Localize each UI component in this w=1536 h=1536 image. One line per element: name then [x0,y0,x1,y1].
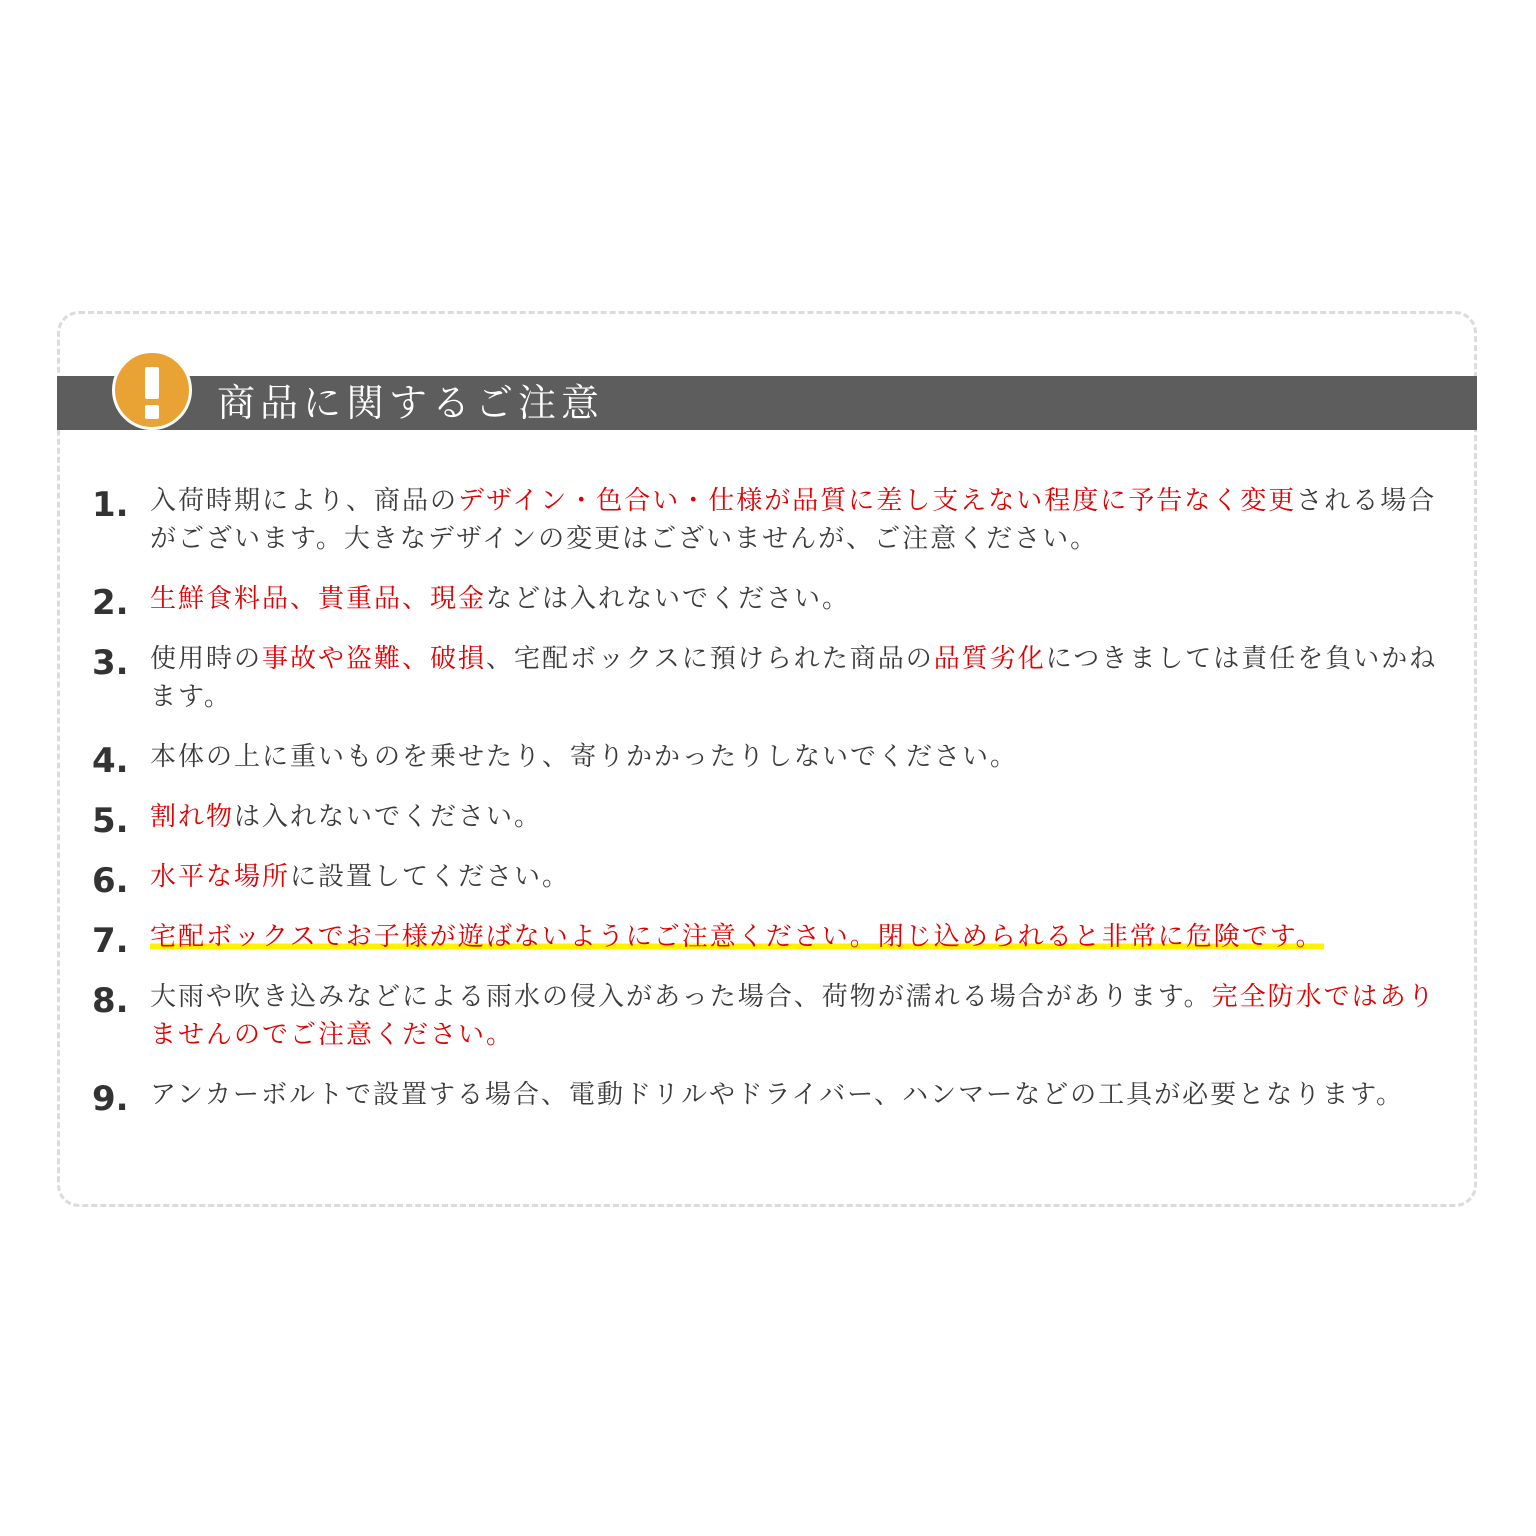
notice-text-segment: 大雨や吹き込みなどによる雨水の侵入があった場合、荷物が濡れる場合があります。 [150,982,1212,1012]
notice-number: 8. [92,981,129,1021]
notice-item [92,482,1450,558]
emphasis-text: 水平な場所 [150,862,291,892]
emphasis-text: 生鮮食料品、貴重品、現金 [150,584,487,614]
notice-text [150,1076,1450,1114]
notice-item [92,738,1450,781]
notice-text [150,978,1450,1054]
notice-item [92,978,1450,1054]
notice-item [92,918,1450,961]
notice-number: 6. [92,861,129,901]
header-title: 商品に関するご注意 [217,381,605,425]
notice-number: 7. [92,921,129,961]
notice-number: 1. [92,485,129,525]
notice-text-segment: される場合がございます。大きなデザインの変更はございませんが、ご注意ください。 [150,486,1437,554]
notice-text [150,640,1450,716]
notice-item [92,1076,1450,1119]
emphasis-text: 事故や盗難、破損 [262,644,487,674]
emphasis-text: 品質劣化 [933,644,1046,674]
notice-number: 9. [92,1079,129,1119]
notice-text-segment: などは入れないでください。 [486,584,851,614]
exclamation-dot [145,405,159,419]
notice-number: 4. [92,741,129,781]
notice-list [92,482,1438,1136]
exclamation-bar [145,367,159,399]
emphasis-text: 割れ物 [150,802,235,832]
notice-text-segment: に設置してください。 [290,862,571,892]
notice-text-segment: 、宅配ボックスに預けられた商品の [486,644,934,674]
notice-text-segment: につきましては責任を負いかねます。 [150,644,1438,712]
notice-text [150,738,1450,776]
notice-text-segment: 入荷時期により、商品の [150,486,459,516]
notice-text [150,580,1450,618]
notice-item [92,798,1450,841]
emphasis-text: 宅配ボックスでお子様が遊ばないようにご注意ください。閉じ込められると非常に危険です。 [150,922,1324,952]
notice-text [150,858,1450,896]
notice-text-segment: アンカーボルトで設置する場合、電動ドリルやドライバー、ハンマーなどの工具が必要となります。 [150,1080,1405,1110]
notice-item [92,580,1450,623]
notice-text-segment: 本体の上に重いものを乗せたり、寄りかかったりしないでください。 [150,742,1019,772]
header-bar [57,376,1477,430]
emphasis-text: 完全防水ではありませんのでご注意ください。 [150,982,1436,1050]
notice-item [92,640,1450,716]
notice-text-segment: は入れないでください。 [234,802,543,832]
notice-text-segment: 使用時の [150,644,263,674]
notice-text [150,798,1450,836]
notice-number: 5. [92,801,129,841]
exclamation-icon [112,350,192,430]
notice-text [150,482,1450,558]
notice-text [150,918,1450,956]
notice-number: 2. [92,583,129,623]
emphasis-text: デザイン・色合い・仕様が品質に差し支えない程度に予告なく変更 [458,486,1297,516]
notice-card [57,311,1477,1207]
notice-item [92,858,1450,901]
notice-number: 3. [92,643,129,683]
